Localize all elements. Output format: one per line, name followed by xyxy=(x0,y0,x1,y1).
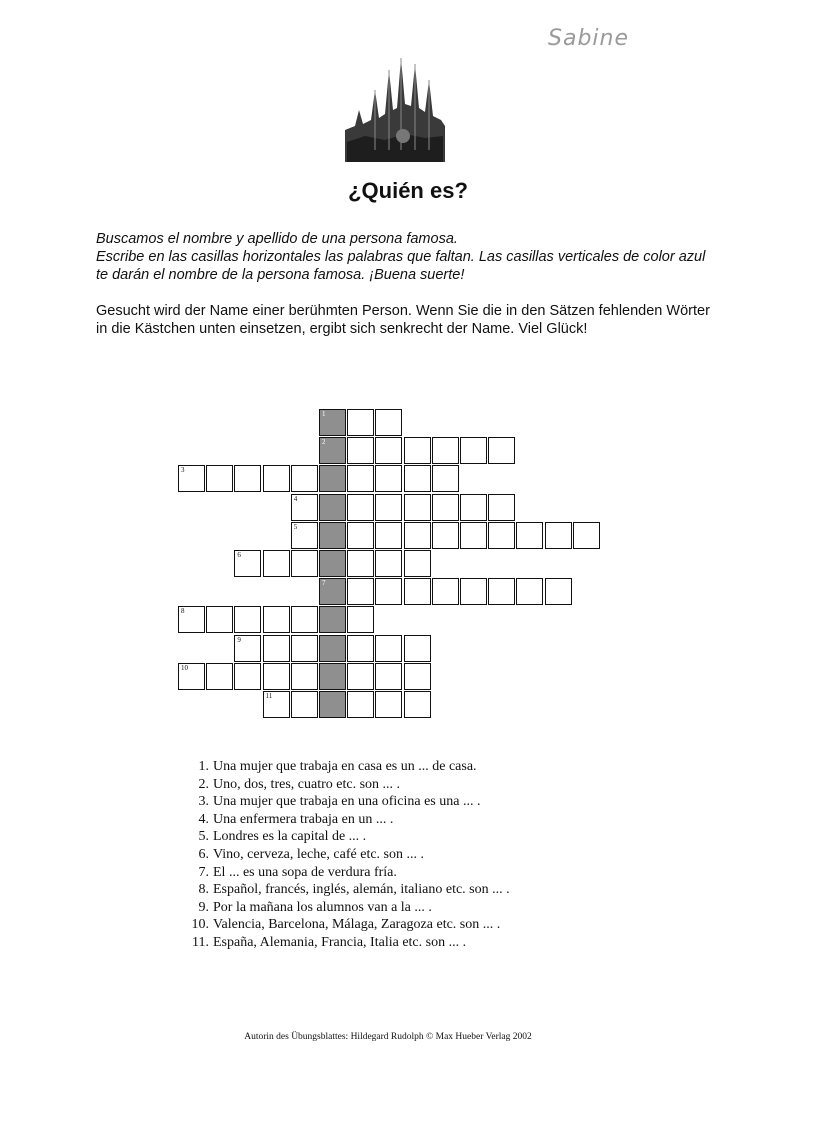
crossword-cell[interactable] xyxy=(432,522,459,549)
crossword-cell[interactable] xyxy=(178,465,205,492)
crossword-cell[interactable] xyxy=(375,550,402,577)
crossword-cell[interactable] xyxy=(291,606,318,633)
crossword-cell[interactable] xyxy=(291,465,318,492)
crossword-cell[interactable] xyxy=(432,465,459,492)
solution-cell[interactable] xyxy=(319,578,346,605)
crossword-cell[interactable] xyxy=(460,578,487,605)
cell-number: 11 xyxy=(265,692,273,700)
crossword-cell[interactable] xyxy=(404,578,431,605)
crossword-cell[interactable] xyxy=(432,494,459,521)
solution-cell[interactable] xyxy=(319,550,346,577)
clue-number: 2. xyxy=(198,776,209,792)
crossword-cell[interactable] xyxy=(347,494,374,521)
clue-text: Londres es la capital de ... . xyxy=(213,829,367,845)
cell-number: 8 xyxy=(181,607,185,616)
crossword-cell[interactable] xyxy=(347,522,374,549)
clue-text: España, Alemania, Francia, Italia etc. son ... . xyxy=(213,934,467,950)
crossword-cell[interactable] xyxy=(291,635,318,662)
crossword-cell[interactable] xyxy=(516,578,543,605)
clue-text: Español, francés, inglés, alemán, italiano etc. son ... . xyxy=(213,882,510,898)
crossword-cell[interactable] xyxy=(375,578,402,605)
crossword-cell[interactable] xyxy=(291,522,318,549)
clue-text: Una mujer que trabaja en una oficina es una ... . xyxy=(213,794,481,810)
crossword-cell[interactable] xyxy=(375,465,402,492)
crossword-cell[interactable] xyxy=(347,465,374,492)
crossword-cell[interactable] xyxy=(404,691,431,718)
crossword-cell[interactable] xyxy=(234,606,261,633)
crossword-cell[interactable] xyxy=(375,409,402,436)
clue-item xyxy=(185,899,625,917)
clue-item xyxy=(185,811,625,829)
solution-cell[interactable] xyxy=(319,635,346,662)
crossword-cell[interactable] xyxy=(375,437,402,464)
cell-number: 1 xyxy=(322,410,326,418)
crossword-cell[interactable] xyxy=(347,409,374,436)
crossword-cell[interactable] xyxy=(347,635,374,662)
crossword-cell[interactable] xyxy=(263,550,290,577)
crossword-cell[interactable] xyxy=(545,522,572,549)
crossword-cell[interactable] xyxy=(263,465,290,492)
crossword-cell[interactable] xyxy=(291,663,318,690)
crossword-cell[interactable] xyxy=(460,522,487,549)
cell-number: 5 xyxy=(293,522,298,531)
crossword-cell[interactable] xyxy=(206,663,233,690)
solution-cell[interactable] xyxy=(319,409,346,436)
clue-item xyxy=(185,916,625,934)
clue-item xyxy=(185,864,625,882)
german-instruction-line: Gesucht wird der Name einer berühmten Person. Wenn Sie die in den Sätzen fehlenden Wörter in die Kästchen unten einsetzen, ergibt sich senkrecht der Name. Viel Glück! xyxy=(96,303,710,337)
clue-item xyxy=(185,758,625,776)
handwritten-name: Sabine xyxy=(548,26,630,51)
spanish-instruction-line: Escribe en las casillas horizontales las palabras que faltan. Las casillas verticales de color azul te darán el nombre de la persona famosa. ¡Buena suerte! xyxy=(96,249,706,283)
spanish-instruction-line: Buscamos el nombre y apellido de una persona famosa. xyxy=(96,231,458,247)
crossword-cell[interactable] xyxy=(347,663,374,690)
solution-cell[interactable] xyxy=(319,691,346,718)
clue-list xyxy=(185,758,625,952)
crossword-cell[interactable] xyxy=(404,465,431,492)
cell-number: 7 xyxy=(322,579,326,588)
crossword-cell[interactable] xyxy=(234,663,261,690)
clue-text: Vino, cerveza, leche, café etc. son ... . xyxy=(213,846,424,862)
clue-text: Una enfermera trabaja en un ... . xyxy=(213,811,394,827)
crossword-cell[interactable] xyxy=(375,635,402,662)
clue-text: Valencia, Barcelona, Málaga, Zaragoza etc. son ... . xyxy=(213,917,501,933)
solution-cell[interactable] xyxy=(319,663,346,690)
clue-number: 10. xyxy=(191,917,209,933)
crossword-cell[interactable] xyxy=(488,494,515,521)
crossword-cell[interactable] xyxy=(573,522,600,549)
clue-number: 9. xyxy=(198,899,209,915)
crossword-cell[interactable] xyxy=(263,663,290,690)
crossword-cell[interactable] xyxy=(375,663,402,690)
crossword-cell[interactable] xyxy=(375,691,402,718)
clue-number: 11. xyxy=(192,934,209,950)
crossword-cell[interactable] xyxy=(404,550,431,577)
crossword-cell[interactable] xyxy=(234,550,261,577)
crossword-cell[interactable] xyxy=(488,578,515,605)
crossword-cell[interactable] xyxy=(404,522,431,549)
clue-number: 6. xyxy=(198,846,209,862)
crossword-cell[interactable] xyxy=(291,550,318,577)
cell-number: 9 xyxy=(237,635,241,644)
crossword-cell[interactable] xyxy=(347,691,374,718)
crossword-cell[interactable] xyxy=(263,635,290,662)
cell-number: 4 xyxy=(293,494,298,503)
crossword-cell[interactable] xyxy=(375,494,402,521)
crossword-cell[interactable] xyxy=(516,522,543,549)
crossword-cell[interactable] xyxy=(291,691,318,718)
crossword-cell[interactable] xyxy=(404,635,431,662)
crossword-cell[interactable] xyxy=(234,465,261,492)
clue-number: 7. xyxy=(198,864,209,880)
crossword-cell[interactable] xyxy=(432,578,459,605)
crossword-cell[interactable] xyxy=(206,465,233,492)
crossword-cell[interactable] xyxy=(460,437,487,464)
solution-cell[interactable] xyxy=(319,494,346,521)
crossword-cell[interactable] xyxy=(432,437,459,464)
clue-item xyxy=(185,793,625,811)
crossword-cell[interactable] xyxy=(404,663,431,690)
clue-number: 1. xyxy=(198,759,209,774)
clue-number: 4. xyxy=(198,811,209,827)
crossword-cell[interactable] xyxy=(178,663,205,690)
crossword-cell[interactable] xyxy=(178,606,205,633)
clue-item xyxy=(185,934,625,952)
crossword-cell[interactable] xyxy=(206,606,233,633)
crossword-cell[interactable] xyxy=(263,606,290,633)
clue-text: Por la mañana los alumnos van a la ... . xyxy=(213,899,432,915)
cell-number: 6 xyxy=(237,551,241,559)
crossword-cell[interactable] xyxy=(234,635,261,662)
cell-number: 2 xyxy=(322,438,326,447)
clue-item xyxy=(185,881,625,899)
clue-number: 8. xyxy=(198,882,209,898)
crossword-cell[interactable] xyxy=(291,494,318,521)
clue-text: Uno, dos, tres, cuatro etc. son ... . xyxy=(213,776,401,792)
solution-cell[interactable] xyxy=(319,437,346,464)
solution-cell[interactable] xyxy=(319,606,346,633)
clue-text: El ... es una sopa de verdura fría. xyxy=(213,864,397,880)
clue-text: Una mujer que trabaja en casa es un ... de casa. xyxy=(213,759,477,774)
crossword-cell[interactable] xyxy=(545,578,572,605)
solution-cell[interactable] xyxy=(319,522,346,549)
cell-number: 3 xyxy=(181,466,185,475)
clue-number: 5. xyxy=(198,829,209,845)
crossword-cell[interactable] xyxy=(488,437,515,464)
crossword-cell[interactable] xyxy=(404,494,431,521)
clue-item xyxy=(185,776,625,794)
cell-number: 10 xyxy=(181,663,188,672)
crossword-cell[interactable] xyxy=(263,691,290,718)
crossword-cell[interactable] xyxy=(347,606,374,633)
crossword-cell[interactable] xyxy=(404,437,431,464)
crossword-cell[interactable] xyxy=(347,550,374,577)
clue-number: 3. xyxy=(198,794,209,810)
crossword-cell[interactable] xyxy=(347,578,374,605)
crossword-cell[interactable] xyxy=(375,522,402,549)
solution-cell[interactable] xyxy=(319,465,346,492)
clue-item xyxy=(185,846,625,864)
crossword-cell[interactable] xyxy=(460,494,487,521)
crossword-cell[interactable] xyxy=(347,437,374,464)
crossword-cell[interactable] xyxy=(488,522,515,549)
footer-credit: Autorin des Übungsblattes: Hildegard Rudolph © Max Hueber Verlag 2002 xyxy=(244,1032,532,1042)
clue-item xyxy=(185,828,625,846)
page-title: ¿Quién es? xyxy=(348,178,468,203)
